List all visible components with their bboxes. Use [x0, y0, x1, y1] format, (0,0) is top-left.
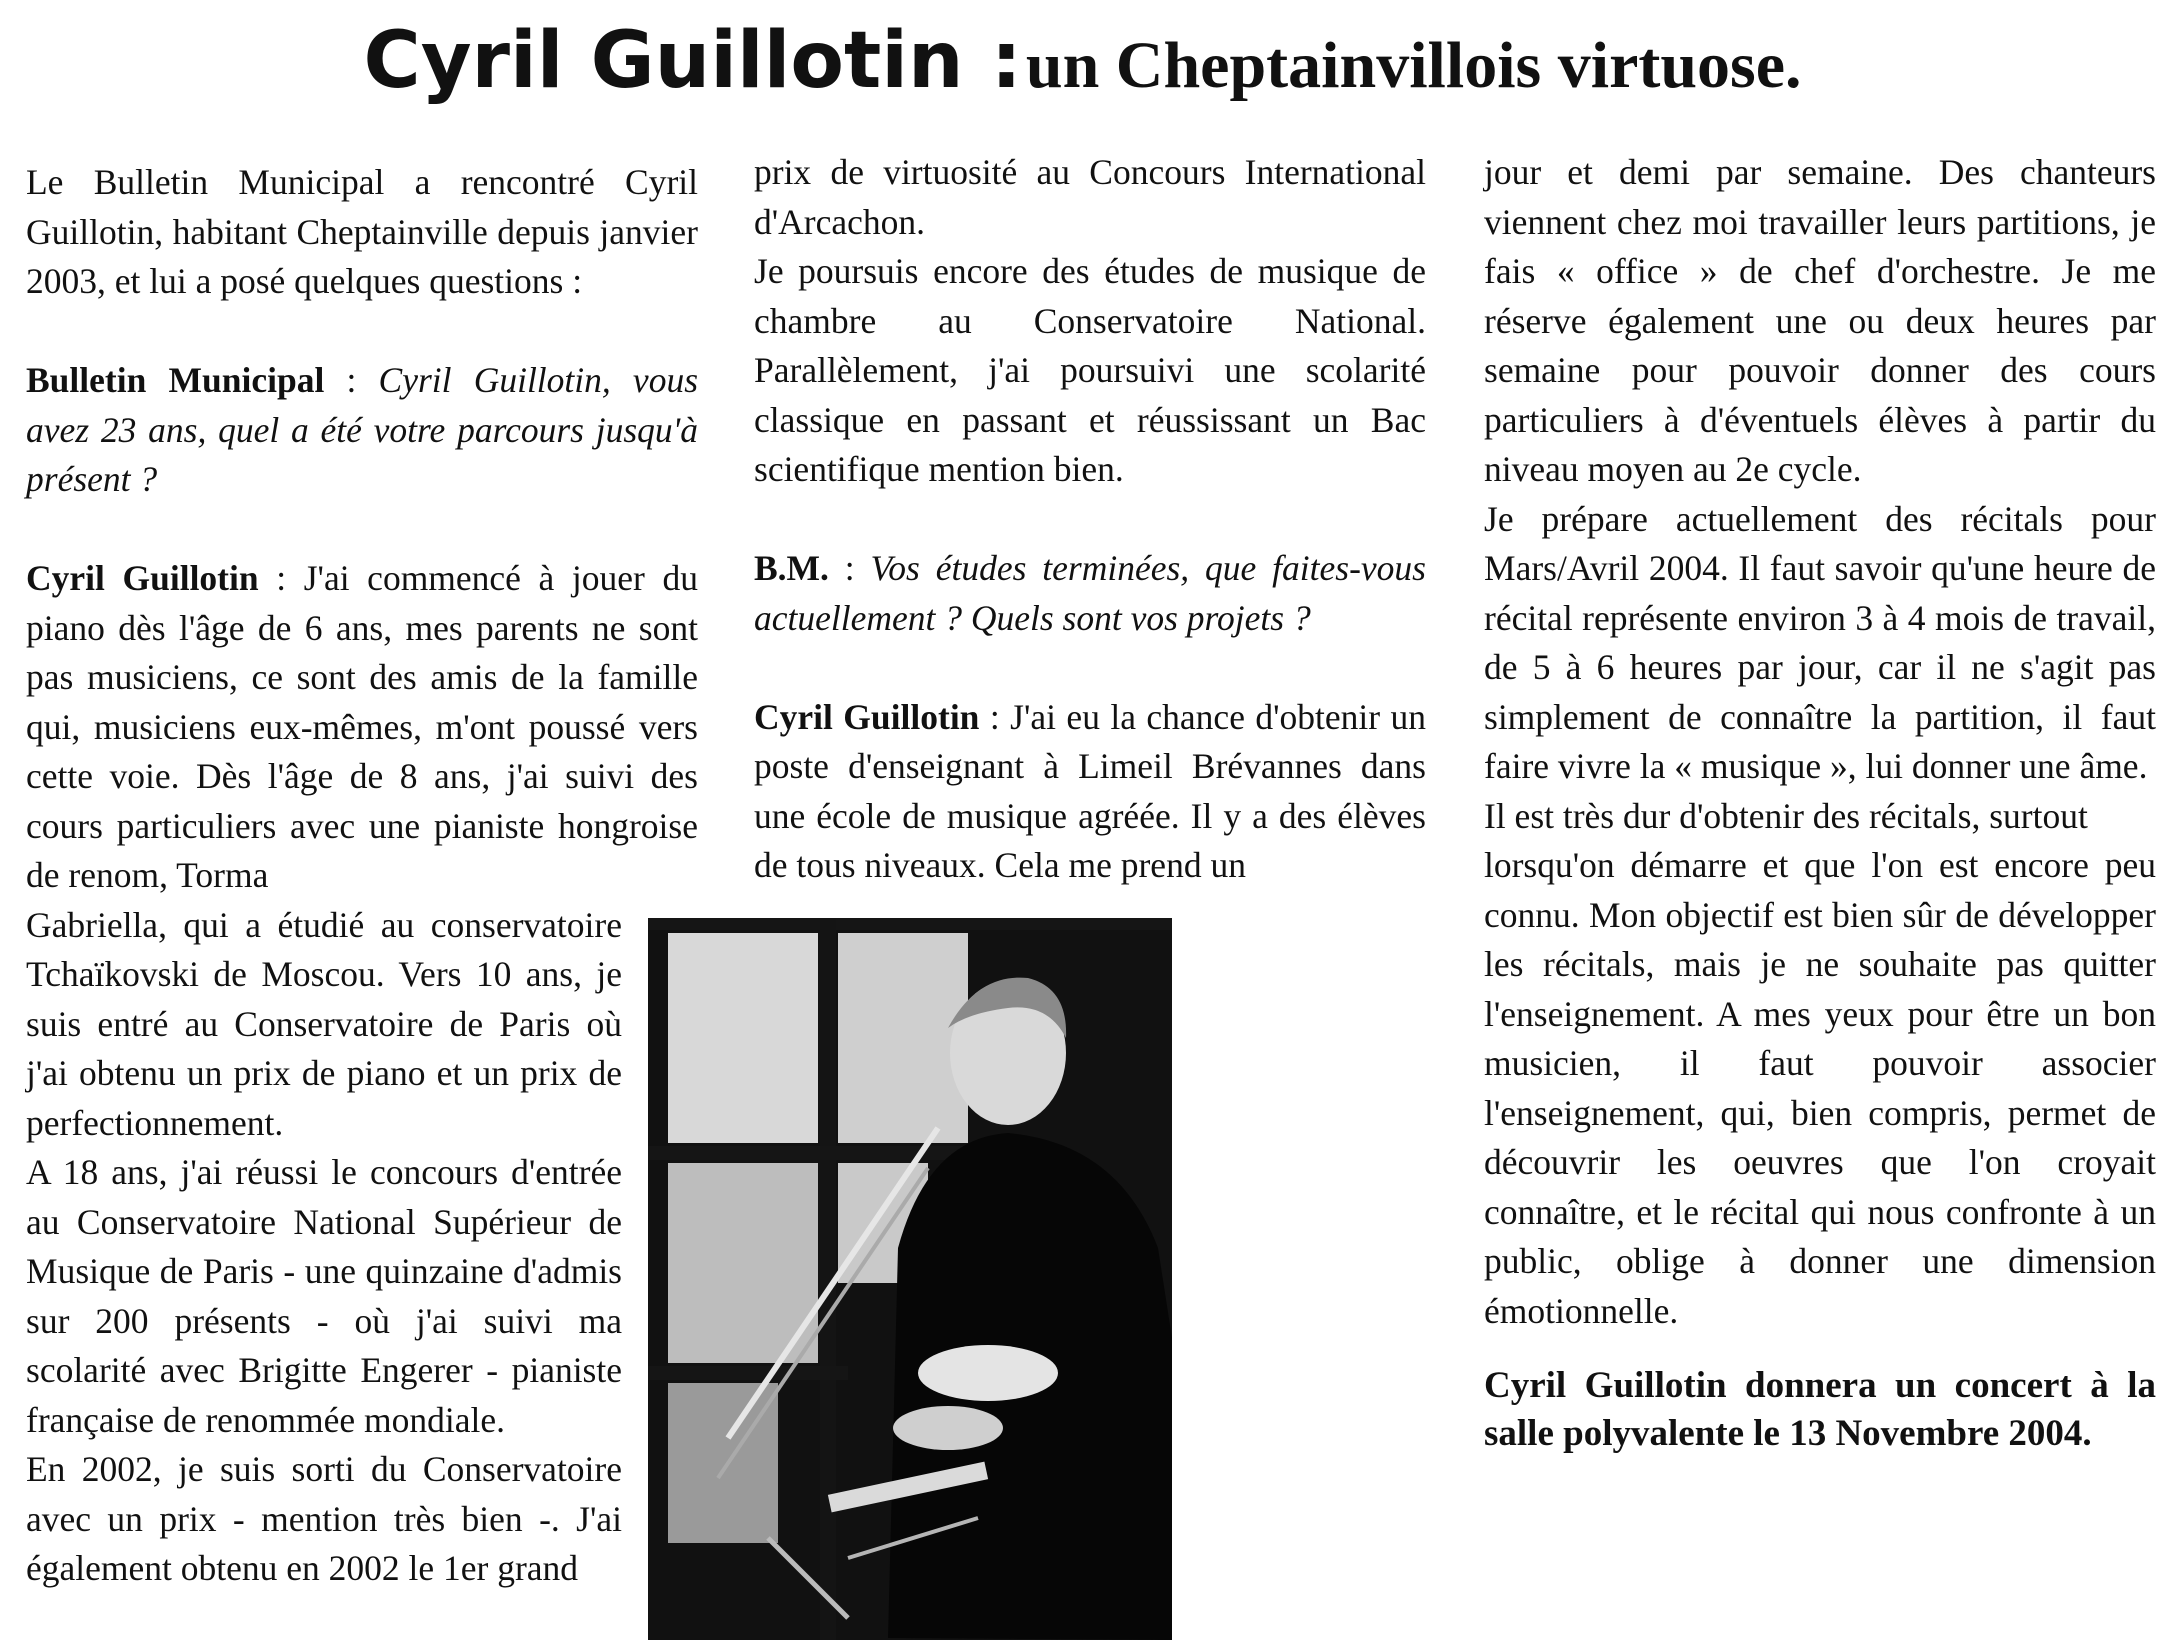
speaker-label: Bulletin Municipal	[26, 360, 325, 400]
answer-1-paragraph-2: A 18 ans, j'ai réussi le concours d'entrée au Conservatoire National Supérieur de Musique de Paris - une quinzaine d'admis sur 200 présents - où j'ai suivi ma scolarité avec Brigitte Engerer - pianiste française de renommée mondiale.	[26, 1152, 622, 1440]
speaker-label: Cyril Guillotin	[26, 558, 259, 598]
concert-announcement: Cyril Guillotin donnera un concert à la salle polyvalente le 13 Novembre 2004.	[1484, 1365, 2156, 1454]
column-1	[26, 158, 698, 1594]
column-2-paragraph-1: prix de virtuosité au Concours International d'Arcachon.	[754, 152, 1426, 242]
pianist-photo-illustration	[648, 918, 1172, 1640]
question-text: Vos études terminées, que faites-vous actuellement ? Quels sont vos projets ?	[754, 548, 1426, 638]
column-3-paragraph-2: Je prépare actuellement des récitals pour Mars/Avril 2004. Il faut savoir qu'une heure de récital représente environ 3 à 4 mois de travail, de 5 à 6 heures par jour, car il ne s'agit pas simplement de connaître la partition, il faut faire vivre la « musique », lui donner une âme.	[1484, 498, 2156, 786]
column-3-paragraph-3-continued: lorsqu'on démarre et que l'on est encore peu connu. Mon objectif est bien sûr de développer les récitals, mais je ne souhaite pas quitter l'enseignement. A mes yeux pour être un bon musicien, il faut pouvoir associer l'enseignement, qui, bien compris, permet de découvrir les oeuvres que l'on croyait connaître, et le récital qui nous confronte à un public, oblige à donner une dimension émotionnelle.	[1484, 845, 2156, 1331]
speaker-label: B.M.	[754, 548, 829, 588]
column-3-paragraph-1: jour et demi par semaine. Des chanteurs viennent chez moi travailler leurs partitions, je fais « office » de chef d'orchestre. Je me réserve également une ou deux heures par semaine pour pouvoir donner des cours particuliers à d'éventuels élèves à partir du niveau moyen au 2e cycle.	[1484, 152, 2156, 489]
column-3	[1484, 148, 2156, 1458]
title-name: Cyril Guillotin :	[363, 16, 1022, 106]
answer-1: Cyril Guillotin : J'ai commencé à jouer du piano dès l'âge de 6 ans, mes parents ne sont pas musiciens, ce sont des amis de la famille qui, musiciens eux-mêmes, m'ont poussé vers cette voie. Dès l'âge de 8 ans, j'ai suivi des cours particuliers avec une pianiste hongroise de renom, Torma	[26, 558, 698, 895]
answer-text: J'ai commencé à jouer du piano dès l'âge de 6 ans, mes parents ne sont pas musiciens, ce sont des amis de la famille qui, musiciens eux-mêmes, m'ont poussé vers cette voie. Dès l'âge de 8 ans, j'ai suivi des cours particuliers avec une pianiste hongroise de renom, Torma	[26, 558, 698, 895]
column-2-paragraph-2: Je poursuis encore des études de musique de chambre au Conservatoire National. Parallèlement, j'ai poursuivi une scolarité classique en passant et réussissant un Bac scientifique mention bien.	[754, 251, 1426, 489]
answer-text: J'ai eu la chance d'obtenir un poste d'enseignant à Limeil Brévannes dans une école de musique agréée. Il y a des élèves de tous niveaux. Cela me prend un	[754, 696, 1427, 885]
article-title	[0, 16, 2165, 106]
speaker-label: Cyril Guillotin	[754, 696, 980, 737]
column-2	[754, 148, 1426, 891]
question-2: B.M. : Vos études terminées, que faites-vous actuellement ? Quels sont vos projets ?	[754, 548, 1426, 638]
question-text: Cyril Guillotin, vous avez 23 ans, quel a été votre parcours jusqu'à présent ?	[26, 360, 699, 499]
answer-1-continued: Gabriella, qui a étudié au conservatoire Tchaïkovski de Moscou. Vers 10 ans, je suis entré au Conservatoire de Paris où j'ai obtenu un prix de piano et un prix de perfectionnement.	[26, 904, 622, 1143]
pianist-photo	[648, 918, 1172, 1640]
title-subtitle: un Cheptainvillois virtuose.	[1025, 29, 1802, 102]
column-3-paragraph-3: Il est très dur d'obtenir des récitals, surtout	[1484, 795, 2088, 836]
answer-2: Cyril Guillotin : J'ai eu la chance d'obtenir un poste d'enseignant à Limeil Brévannes dans une école de musique agréée. Il y a des élèves de tous niveaux. Cela me prend un	[754, 696, 1427, 885]
question-1: Bulletin Municipal : Cyril Guillotin, vous avez 23 ans, quel a été votre parcours jusqu'à présent ?	[26, 360, 699, 499]
answer-1-paragraph-3: En 2002, je suis sorti du Conservatoire avec un prix - mention très bien -. J'ai également obtenu en 2002 le 1er grand	[26, 1449, 622, 1588]
intro-paragraph: Le Bulletin Municipal a rencontré Cyril Guillotin, habitant Cheptainville depuis janvier 2003, et lui a posé quelques questions :	[26, 162, 698, 301]
